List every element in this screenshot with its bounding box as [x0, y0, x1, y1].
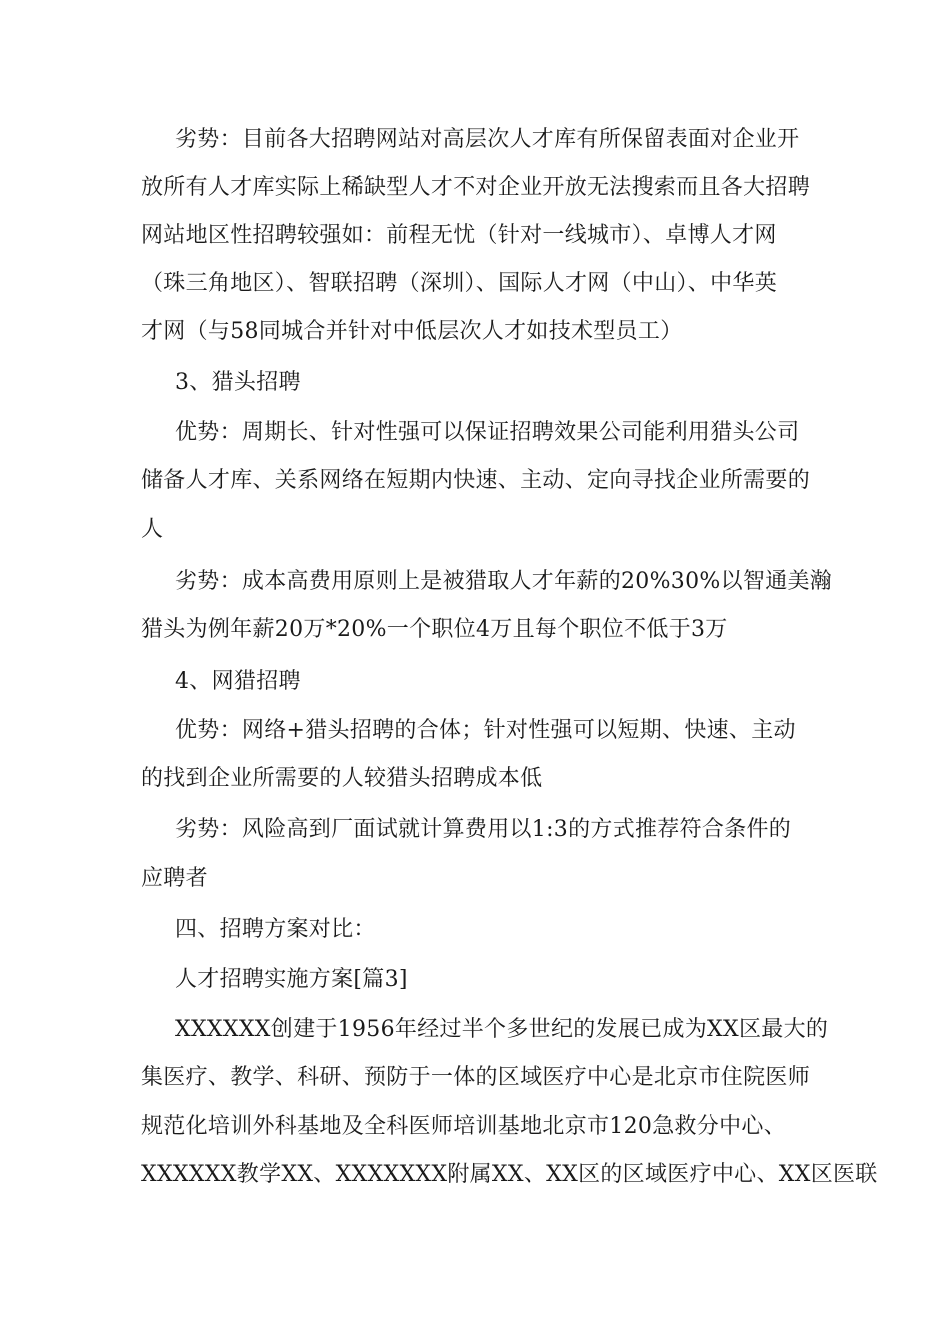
paragraph-line: 放所有人才库实际上稀缺型人才不对企业开放无法搜索而且各大招聘 [141, 175, 811, 200]
section-heading: 3、猎头招聘 [175, 370, 301, 395]
paragraph-line: 猎头为例年薪20万*20%一个职位4万且每个职位不低于3万 [141, 617, 728, 642]
paragraph-line: 劣势：风险高到厂面试就计算费用以1:3的方式推荐符合条件的 [175, 817, 792, 842]
paragraph-line: 人 [141, 517, 164, 542]
paragraph-line: 应聘者 [141, 866, 208, 891]
paragraph-line: XXXXXX教学XX、XXXXXXX附属XX、XX区的区域医疗中心、XX区医联 [141, 1162, 878, 1187]
paragraph-line: 的找到企业所需要的人较猎头招聘成本低 [141, 766, 543, 791]
paragraph-line: 劣势：成本高费用原则上是被猎取人才年薪的20%30%以智通美瀚 [175, 569, 833, 594]
paragraph-line: 优势：周期长、针对性强可以保证招聘效果公司能利用猎头公司 [175, 420, 800, 445]
paragraph-line: 劣势：目前各大招聘网站对高层次人才库有所保留表面对企业开 [175, 127, 800, 152]
section-heading: 4、网猎招聘 [175, 669, 301, 694]
paragraph-line: 集医疗、教学、科研、预防于一体的区域医疗中心是北京市住院医师 [141, 1065, 811, 1090]
paragraph-line: 网站地区性招聘较强如：前程无忧（针对一线城市）、卓博人才网 [141, 223, 777, 248]
paragraph-line: （珠三角地区）、智联招聘（深圳）、国际人才网（中山）、中华英 [141, 271, 778, 296]
article-title: 人才招聘实施方案[篇3] [175, 967, 408, 992]
paragraph-line: 才网（与58同城合并针对中低层次人才如技术型员工） [141, 319, 683, 344]
paragraph-line: 储备人才库、关系网络在短期内快速、主动、定向寻找企业所需要的 [141, 468, 811, 493]
paragraph-line: XXXXXX创建于1956年经过半个多世纪的发展已成为XX区最大的 [175, 1017, 829, 1042]
paragraph-line: 优势：网络+猎头招聘的合体；针对性强可以短期、快速、主动 [175, 718, 796, 743]
section-heading: 四、招聘方案对比： [175, 917, 376, 942]
paragraph-line: 规范化培训外科基地及全科医师培训基地北京市120急救分中心、 [141, 1114, 786, 1139]
